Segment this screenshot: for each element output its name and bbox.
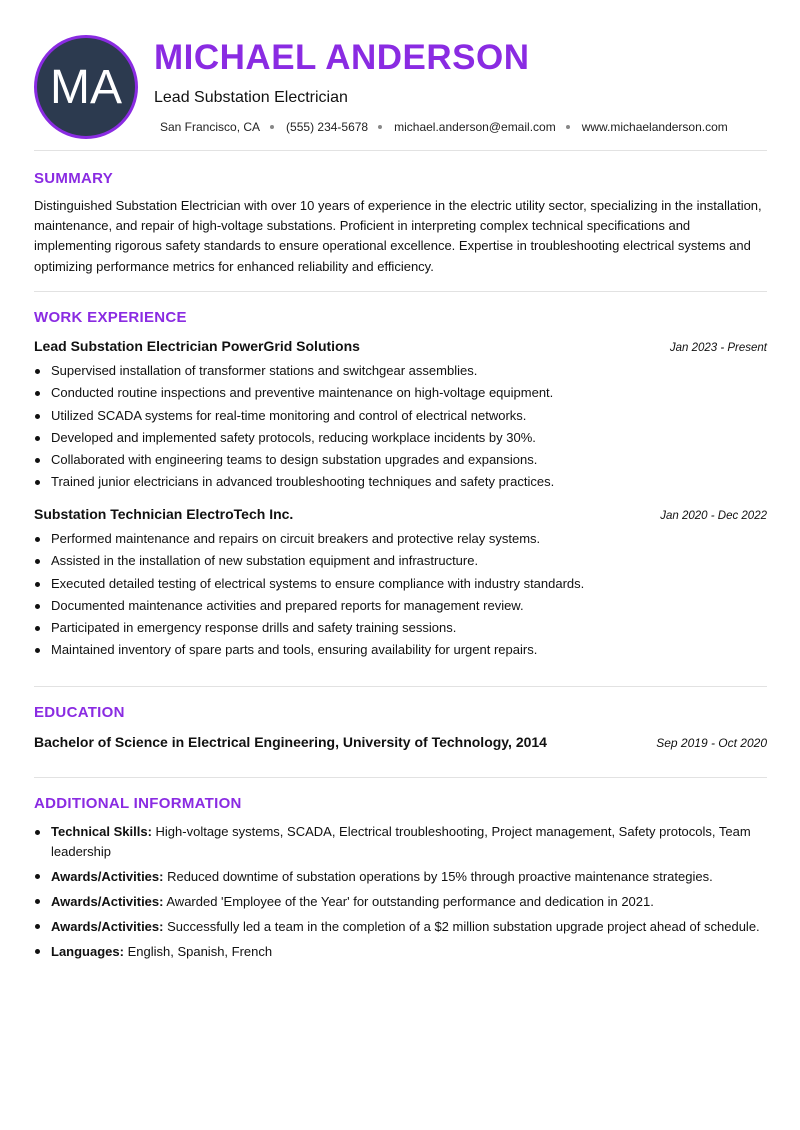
separator-dot (566, 125, 570, 129)
contact-website[interactable]: www.michaelanderson.com (581, 120, 728, 134)
list-item: Utilized SCADA systems for real-time monitoring and control of electrical networks. (51, 405, 767, 427)
job-header (34, 506, 767, 522)
avatar (34, 35, 138, 139)
education-date: Sep 2019 - Oct 2020 (656, 736, 767, 750)
job-date: Jan 2020 - Dec 2022 (660, 510, 767, 522)
additional-heading: ADDITIONAL INFORMATION (34, 795, 242, 812)
job-title: Lead Substation Electrician (154, 89, 348, 106)
list-item: Assisted in the installation of new substation equipment and infrastructure. (51, 550, 767, 572)
item-label: Awards/Activities: (51, 918, 164, 934)
list-item (51, 892, 767, 912)
avatar-initials: MA (50, 60, 122, 114)
list-item: Executed detailed testing of electrical systems to ensure compliance with industry standards. (51, 573, 767, 595)
list-item (51, 822, 767, 861)
education-heading: EDUCATION (34, 704, 125, 721)
item-text: English, Spanish, French (123, 943, 273, 959)
list-item: Documented maintenance activities and prepared reports for management review. (51, 595, 767, 617)
job-role: Lead Substation Electrician PowerGrid Solutions (34, 338, 360, 354)
divider (34, 291, 767, 292)
education-entry (34, 734, 767, 750)
list-item: Participated in emergency response drills and safety training sessions. (51, 617, 767, 639)
item-label: Technical Skills: (51, 824, 152, 839)
contact-phone: (555) 234-5678 (286, 120, 369, 134)
contact-email[interactable]: michael.anderson@email.com (394, 120, 556, 134)
job-role: Substation Technician ElectroTech Inc. (34, 506, 294, 522)
item-text: Awarded 'Employee of the Year' for outstanding performance and dedication in 2021. (163, 893, 654, 909)
list-item (51, 867, 767, 887)
list-item: Maintained inventory of spare parts and tools, ensuring availability for urgent repairs. (51, 639, 767, 661)
divider (34, 150, 767, 151)
list-item: Performed maintenance and repairs on circuit breakers and protective relay systems. (51, 528, 767, 550)
item-text: High-voltage systems, SCADA, Electrical troubleshooting, Project management, Safety protocols, Team leadership (51, 824, 751, 859)
list-item (51, 942, 767, 962)
summary-text: Distinguished Substation Electrician with over 10 years of experience in the electric utility sector, specializing in the installation, maintenance, and repair of high-voltage substations. Proficient in interpreting complex technical specifications and implementing rigorous safety standards to ensure operational excellence. Expertise in troubleshooting electrical systems and optimizing performance metrics for enhanced reliability and efficiency. (34, 198, 762, 274)
additional-list (51, 822, 767, 967)
separator-dot (378, 125, 382, 129)
list-item: Trained junior electricians in advanced troubleshooting techniques and safety practices. (51, 471, 767, 493)
list-item: Conducted routine inspections and preventive maintenance on high-voltage equipment. (51, 382, 767, 404)
list-item (51, 917, 767, 937)
item-text: Successfully led a team in the completion of a $2 million substation upgrade project ahead of schedule. (163, 918, 760, 934)
list-item: Supervised installation of transformer stations and switchgear assemblies. (51, 360, 767, 382)
item-label: Awards/Activities: (51, 893, 164, 909)
item-label: Awards/Activities: (51, 868, 164, 884)
list-item: Developed and implemented safety protocols, reducing workplace incidents by 30%. (51, 427, 767, 449)
list-item: Collaborated with engineering teams to design substation upgrades and expansions. (51, 449, 767, 471)
divider (34, 686, 767, 687)
degree: Bachelor of Science in Electrical Engineering, University of Technology, 2014 (34, 734, 547, 750)
separator-dot (270, 125, 274, 129)
contact-location: San Francisco, CA (160, 120, 261, 134)
job-header (34, 338, 767, 354)
job-bullets (51, 360, 767, 494)
divider (34, 777, 767, 778)
job-date: Jan 2023 - Present (669, 342, 767, 354)
job-bullets (51, 528, 767, 662)
item-text: Reduced downtime of substation operations by 15% through proactive maintenance strategies. (163, 868, 713, 884)
candidate-name: MICHAEL ANDERSON (154, 38, 530, 77)
item-label: Languages: (51, 943, 124, 959)
summary-heading: SUMMARY (34, 170, 114, 187)
experience-heading: WORK EXPERIENCE (34, 309, 187, 326)
contact-bar (160, 120, 728, 134)
